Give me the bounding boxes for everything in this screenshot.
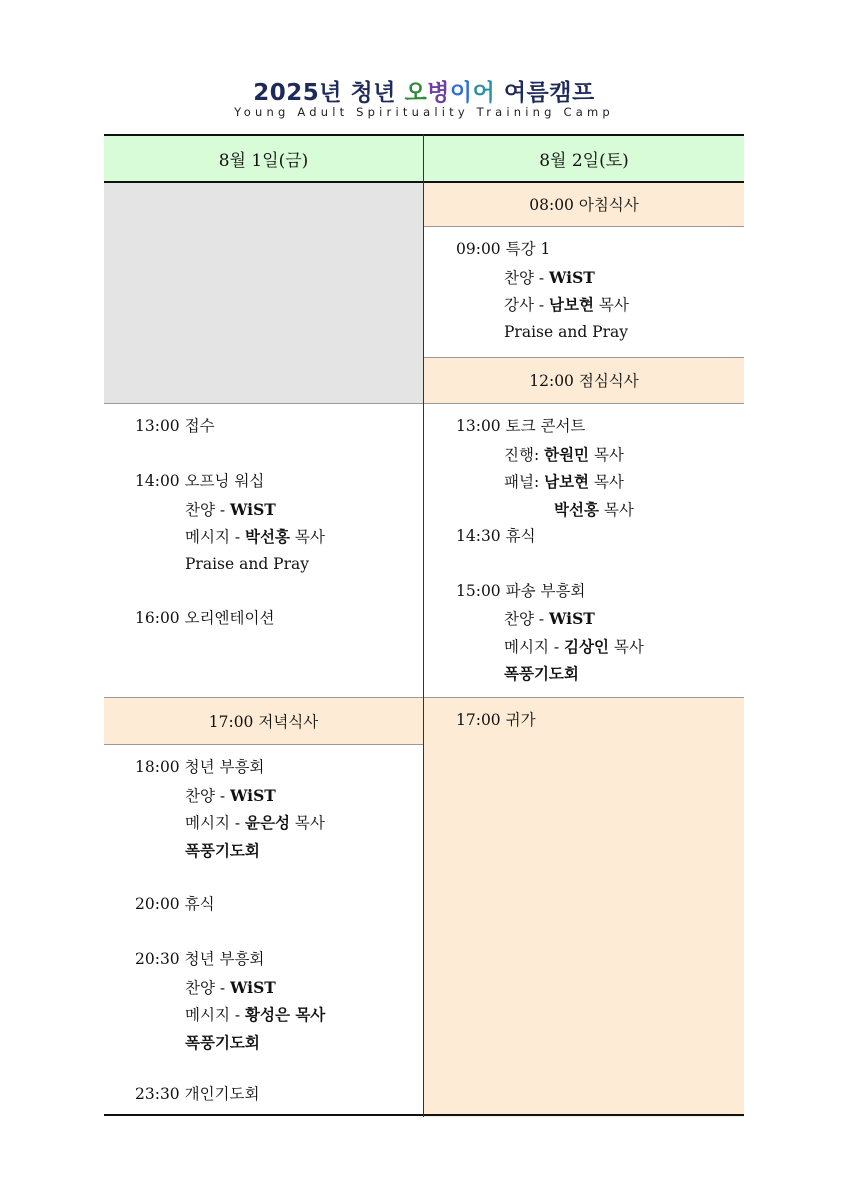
worship-team: WiST <box>230 785 276 805</box>
day2-talk-host <box>504 441 624 470</box>
day1-revival2-message <box>185 1001 325 1030</box>
day1-revival2-worship <box>185 974 276 1003</box>
day1-personal-prayer: 23:30 개인기도회 <box>135 1085 260 1103</box>
label: 강사 - <box>504 296 550 314</box>
header-bottom-border <box>104 181 744 183</box>
label: 찬양 - <box>185 978 231 997</box>
speaker-name: 박선홍 <box>245 527 290 546</box>
label: 진행: <box>504 445 545 464</box>
day1-revival1-message <box>185 809 325 838</box>
day2-revival-title: 15:00 파송 부흥회 <box>456 582 586 600</box>
day2-revival-message <box>504 633 644 662</box>
day1-revival1-worship <box>185 782 276 811</box>
speaker-name: 남보현 <box>549 295 594 314</box>
speaker-title: 목사 <box>593 296 629 314</box>
label: 메시지 - <box>185 1006 246 1024</box>
speaker-name: 황성은 목사 <box>245 1005 326 1024</box>
speaker-name: 윤은성 <box>245 813 290 832</box>
panel-title: 목사 <box>589 473 624 491</box>
day2-revival-worship <box>504 605 595 634</box>
day2-lecture-title: 09:00 특강 1 <box>456 240 551 258</box>
day2-lecture-speaker <box>504 291 629 320</box>
day2-lecture-pray: Praise and Pray <box>504 322 628 341</box>
worship-team: WiST <box>549 609 595 628</box>
worship-team: WiST <box>230 499 276 519</box>
day1-revival2-prayer: 폭풍기도회 <box>185 1032 260 1052</box>
day2-talk-panel-2 <box>554 496 634 525</box>
day2-talk-panel <box>504 468 624 497</box>
worship-team: WiST <box>230 977 276 997</box>
label: 메시지 - <box>185 528 246 546</box>
day2-lecture-worship <box>504 264 595 293</box>
label: 메시지 - <box>504 637 565 656</box>
day1-break: 20:00 휴식 <box>135 895 215 913</box>
title-char-o: 오 <box>404 80 428 106</box>
column-divider <box>423 134 424 1117</box>
panel-name: 박선홍 <box>554 499 599 519</box>
speaker-title: 목사 <box>289 814 325 832</box>
host-name: 한원민 <box>544 444 590 464</box>
day1-opening-pray: Praise and Pray <box>185 554 309 573</box>
page-title <box>0 74 848 107</box>
day2-evening-block <box>424 697 744 1117</box>
title-char-byeong: 병 <box>427 80 450 106</box>
day1-revival1-title: 18:00 청년 부흥회 <box>135 758 265 776</box>
day2-breakfast: 08:00 아침식사 <box>424 182 744 226</box>
day1-revival1-prayer: 폭풍기도회 <box>185 840 260 860</box>
column-header-day1: 8월 1일(금) <box>104 134 423 182</box>
label: 찬양 - <box>185 500 231 519</box>
panel-name: 남보현 <box>544 472 590 491</box>
day1-empty-block <box>104 182 423 403</box>
day2-lunch: 12:00 점심식사 <box>424 357 744 403</box>
title-char-eo: 어 <box>472 80 496 106</box>
day1-opening-title: 14:00 오프닝 워십 <box>135 472 265 490</box>
day2-talk-title: 13:00 토크 콘서트 <box>456 417 586 435</box>
worship-team: WiST <box>549 267 595 287</box>
day1-dinner: 17:00 저녁식사 <box>104 697 423 744</box>
divider <box>424 226 744 227</box>
title-prefix: 2025년 청년 <box>253 80 405 106</box>
day1-opening-worship <box>185 496 276 525</box>
divider <box>104 403 744 404</box>
schedule-table <box>104 134 744 1117</box>
title-suffix: 여름캠프 <box>495 80 595 106</box>
day1-orientation: 16:00 오리엔테이션 <box>135 609 275 627</box>
label: 찬양 - <box>504 610 550 628</box>
panel-title: 목사 <box>598 500 634 519</box>
label: 패널: <box>504 473 545 491</box>
label: 메시지 - <box>185 814 246 832</box>
page-subtitle: Young Adult Spirituality Training Camp <box>234 105 614 119</box>
speaker-title: 목사 <box>289 528 325 546</box>
host-title: 목사 <box>589 445 624 464</box>
table-bottom-border <box>104 1114 744 1116</box>
day2-break: 14:30 휴식 <box>456 527 536 545</box>
table-top-border <box>104 134 744 136</box>
day1-opening-message <box>185 523 325 552</box>
divider <box>104 744 423 745</box>
label: 찬양 - <box>185 786 231 805</box>
divider <box>104 697 744 698</box>
divider <box>424 357 744 358</box>
column-header-day2: 8월 2일(토) <box>424 134 744 182</box>
day2-return-home: 17:00 귀가 <box>456 711 536 729</box>
speaker-title: 목사 <box>608 637 644 656</box>
day1-revival2-title: 20:30 청년 부흥회 <box>135 950 265 968</box>
title-char-i: 이 <box>449 80 473 106</box>
label: 찬양 - <box>504 268 550 287</box>
day2-revival-prayer: 폭풍기도회 <box>504 664 579 683</box>
day1-reception: 13:00 접수 <box>135 417 215 435</box>
speaker-name: 김상인 <box>564 636 609 656</box>
